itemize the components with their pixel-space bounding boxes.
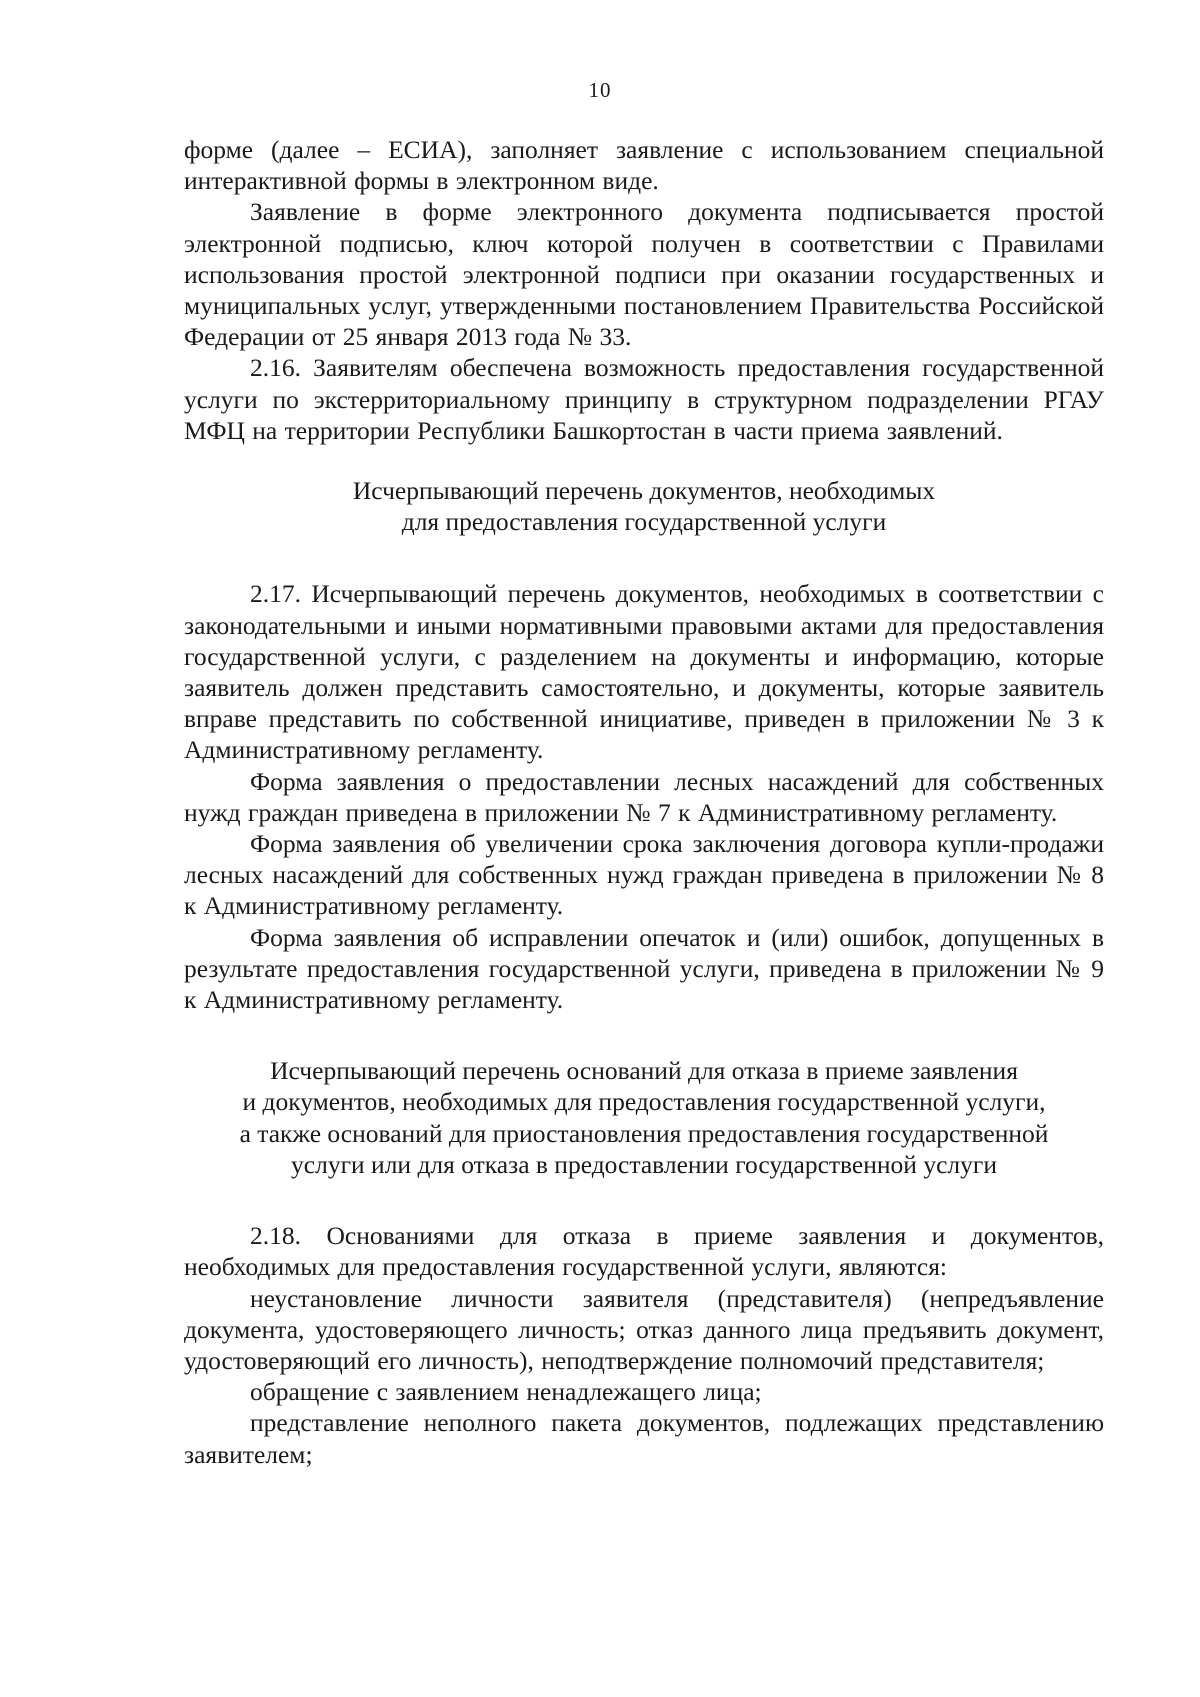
list-item-improper-person: обращение с заявлением ненадлежащего лица; [250,1377,762,1407]
section-heading-documents-line-2: для предоставления государственной услуги [401,507,887,537]
list-item-incomplete-package: представление неполного пакета документов, подлежащих представлению заявителем; [184,1408,1104,1469]
paragraph-form-appendix-8: Форма заявления об увеличении срока заключения договора купли-продажи лесных насаждений для собственных нужд граждан приведена в приложении № 8 к Административному регламенту. [184,829,1104,921]
document-body [184,134,1104,1470]
list-item-identity: неустановление личности заявителя (представителя) (непредъявление документа, удостоверяющего личность; отказ данного лица предъявить документ, удостоверяющий его личность), неподтверждение полномочий представителя; [184,1283,1104,1375]
section-heading-documents-line-1: Исчерпывающий перечень документов, необходимых [352,476,936,506]
section-heading-refusal-line-4: услуги или для отказа в предоставлении государственной услуги [291,1149,997,1179]
section-heading-refusal-line-1: Исчерпывающий перечень оснований для отказа в приеме заявления [270,1056,1018,1086]
paragraph-esia: форме (далее – ЕСИА), заполняет заявление с использованием специальной интерактивной формы в электронном виде. [184,135,1104,196]
paragraph-2-16: 2.16. Заявителям обеспечена возможность предоставления государственной услуги по экстерриториальному принципу в структурном подразделении РГАУ МФЦ на территории Республики Башкортостан в части приема заявлений. [184,353,1104,445]
section-heading-refusal-line-2: и документов, необходимых для предоставления государственной услуги, [242,1087,1046,1117]
paragraph-2-17: 2.17. Исчерпывающий перечень документов, необходимых в соответствии с законодательными и иными нормативными правовыми актами для предоставления государственной услуги, с разделением на документы и информацию, которые заявитель должен представить самостоятельно, и документы, которые заявитель вправе представить по собственной инициативе, приведен в приложении № 3 к Административному регламенту. [184,579,1104,765]
paragraph-electronic-signature: Заявление в форме электронного документа подписывается простой электронной подписью, ключ которой получен в соответствии с Правилами использования простой электронной подписи при оказании государственных и муниципальных услуг, утвержденными постановлением Правительства Российской Федерации от 25 января 2013 года № 33. [184,197,1104,352]
paragraph-2-18: 2.18. Основаниями для отказа в приеме заявления и документов, необходимых для предоставления государственной услуги, являются: [184,1221,1104,1282]
page-number: 10 [588,78,612,102]
paragraph-form-appendix-7: Форма заявления о предоставлении лесных насаждений для собственных нужд граждан приведена в приложении № 7 к Административному регламенту. [184,766,1104,827]
paragraph-form-appendix-9: Форма заявления об исправлении опечаток и (или) ошибок, допущенных в результате предоставления государственной услуги, приведена в приложении № 9 к Административному регламенту. [184,922,1104,1015]
section-heading-refusal-line-3: а также оснований для приостановления предоставления государственной [239,1118,1049,1148]
